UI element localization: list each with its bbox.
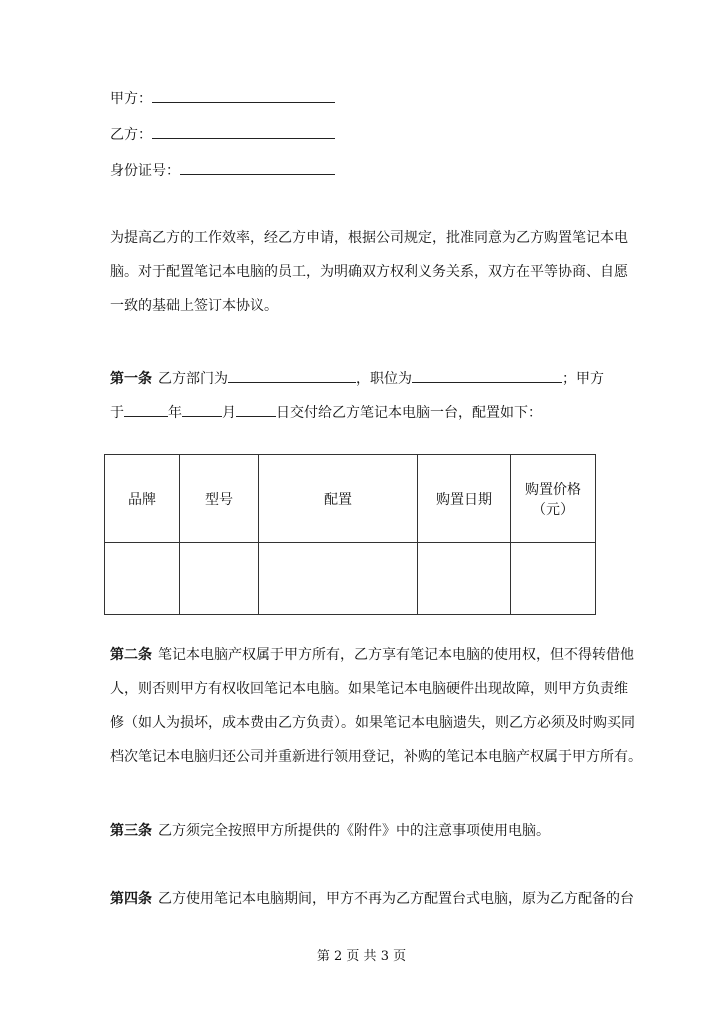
article-1 (110, 362, 610, 430)
article-2-text-1: 笔记本电脑产权属于甲方所有，乙方享有笔记本电脑的使用权，但不得转借他 (158, 647, 634, 663)
year-blank[interactable] (124, 402, 168, 417)
article-2-line-2: 人，则否则甲方有权收回笔记本电脑。如果笔记本电脑硬件出现故障，则甲方负责维 (110, 681, 628, 697)
party-b-blank[interactable] (152, 124, 335, 139)
article-1-line-1 (110, 362, 610, 396)
article-2-line-3: 修（如人为损坏，成本费由乙方负责）。如果笔记本电脑遗失，则乙方必须及时购买同 (110, 715, 635, 731)
purchase-price-cell[interactable] (511, 543, 596, 615)
delivery-text: 日交付给乙方笔记本电脑一台，配置如下： (276, 405, 542, 421)
table-row (105, 543, 596, 615)
party-b-line (110, 124, 335, 144)
id-number-label: 身份证号： (110, 163, 180, 179)
model-cell[interactable] (180, 543, 259, 615)
party-a-label: 甲方： (110, 91, 152, 107)
brand-cell[interactable] (105, 543, 180, 615)
party-a-blank[interactable] (152, 88, 335, 103)
position-label: ，职位为 (356, 371, 412, 387)
year-label: 年 (168, 405, 182, 421)
intro-line-2: 脑。对于配置笔记本电脑的员工，为明确双方权利义务关系，双方在平等协商、自愿 (110, 264, 628, 280)
id-number-line (110, 160, 335, 180)
article-3-line-1 (110, 814, 610, 848)
article-2-line-1 (110, 638, 634, 672)
article-1-title: 第一条 (110, 371, 152, 387)
header-purchase-price: 购置价格（元） (511, 455, 596, 543)
article-3-text: 乙方须完全按照甲方所提供的《附件》中的注意事项使用电脑。 (158, 823, 550, 839)
date-prefix: 于 (110, 405, 124, 421)
article-1-party-a: ；甲方 (562, 371, 604, 387)
party-a-line (110, 88, 335, 108)
position-blank[interactable] (412, 368, 562, 383)
purchase-date-cell[interactable] (418, 543, 511, 615)
id-number-blank[interactable] (180, 160, 335, 175)
intro-paragraph (110, 221, 628, 323)
article-4-line-1 (110, 882, 634, 916)
article-3 (110, 814, 610, 848)
header-purchase-date: 购置日期 (418, 455, 511, 543)
article-3-title: 第三条 (110, 823, 152, 839)
article-4-title: 第四条 (110, 891, 152, 907)
intro-line-1: 为提高乙方的工作效率，经乙方申请，根据公司规定，批准同意为乙方购置笔记本电 (110, 230, 628, 246)
laptop-config-table (104, 454, 596, 615)
article-4 (110, 882, 634, 916)
article-2-line-4: 档次笔记本电脑归还公司并重新进行领用登记，补购的笔记本电脑产权属于甲方所有。 (110, 749, 642, 765)
header-model: 型号 (180, 455, 259, 543)
table-header-row (105, 455, 596, 543)
article-4-text: 乙方使用笔记本电脑期间，甲方不再为乙方配置台式电脑，原为乙方配备的台 (158, 891, 634, 907)
party-b-label: 乙方： (110, 127, 152, 143)
header-config: 配置 (259, 455, 418, 543)
config-cell[interactable] (259, 543, 418, 615)
header-brand: 品牌 (105, 455, 180, 543)
month-label: 月 (222, 405, 236, 421)
month-blank[interactable] (182, 402, 222, 417)
page-footer: 第 2 页 共 3 页 (316, 949, 407, 964)
day-blank[interactable] (236, 402, 276, 417)
department-label: 乙方部门为 (158, 371, 228, 387)
intro-line-3: 一致的基础上签订本协议。 (110, 298, 278, 314)
article-2 (110, 638, 642, 774)
article-1-line-2 (110, 396, 610, 430)
department-blank[interactable] (228, 368, 356, 383)
article-2-title: 第二条 (110, 647, 152, 663)
